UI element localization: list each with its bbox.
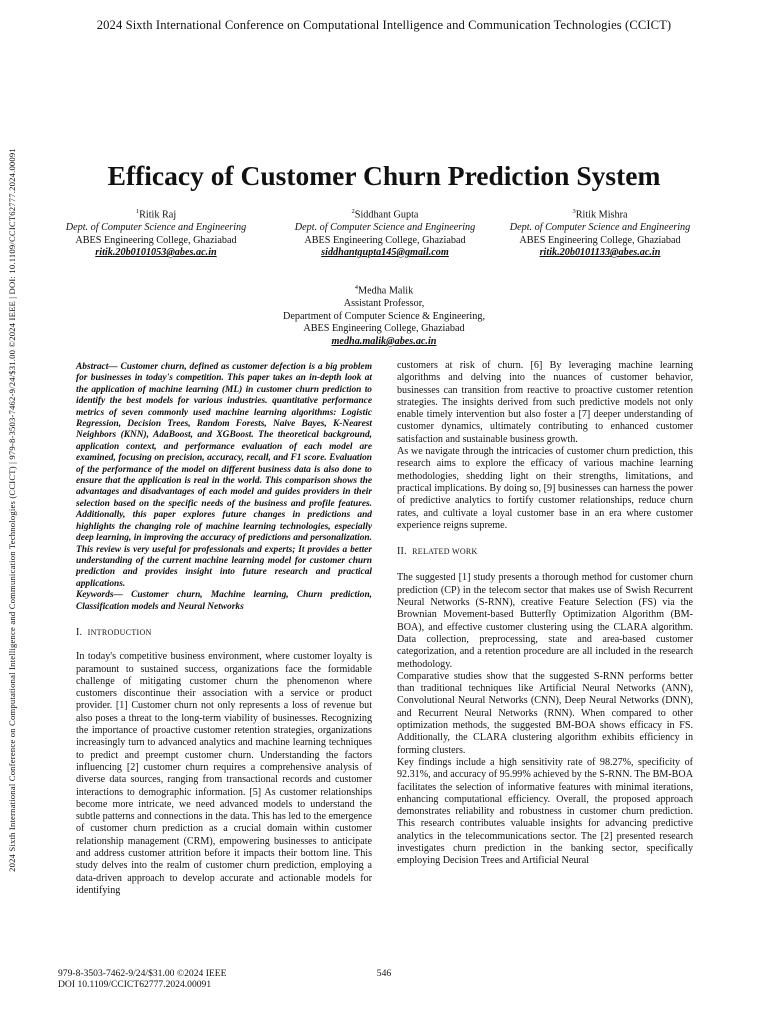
author-name: $^3$Ritik Mishra	[572, 208, 628, 221]
author-dept: Department of Computer Science & Engineering,	[283, 310, 485, 322]
related-paragraph-3: Key findings include a high sensitivity rate of 98.27%, specificity of 92.31%, and accuracy of 95.99% achieved by the S-RNN. The BM-BOA facilitates the selection of informative features with minimal iterations, enhancing computational efficiency. Overall, the proposed approach demonstrates reliability and robustness in customer churn prediction. This research contributes valuable insights for advancing predictive analytics in the telecommunications sector. The [2] presented research investigates churn prediction in the banking sector, specifically employing Decision Trees and Artificial Neural	[397, 756, 693, 867]
author-name: $^4$Medha Malik	[354, 284, 414, 297]
author-block-2	[265, 206, 505, 260]
author-email-link[interactable]: ritik.20b0101053@abes.ac.in	[95, 247, 217, 259]
author-name: $^1$Ritik Raj	[135, 208, 177, 221]
author-email-link[interactable]: ritik.20b0101133@abes.ac.in	[539, 247, 661, 259]
section-heading-related-work: II. RELATED WORK	[397, 546, 478, 558]
author-block-3	[480, 206, 720, 260]
author-block-1	[36, 206, 276, 260]
author-dept: Dept. of Computer Science and Engineering	[509, 221, 691, 233]
paper-title: Efficacy of Customer Churn Prediction System	[107, 160, 661, 191]
intro-paragraph-1: In today's competitive business environment, where customer loyalty is paramount to sustained success, organizations face the formidable challenge of mitigating customer churn the phenomenon where customers discontinue their association with a service or product provider. [1] Customer churn not only represents a loss of revenue but also poses a threat to the long-term viability of businesses. Recognizing the importance of proactive customer retention strategies, organizations increasingly turn to advanced analytics and machine learning techniques to predict and preempt customer churn. Understanding the factors influencing [2] customer churn requires a comprehensive analysis of diverse data sources, ranging from transactional records and customer interactions to demographic information. [5] As customer relationships become more intricate, we need advanced models to understand the subtle patterns and connections in the data. This has led to the emergence of customer churn prediction as a crucial domain within customer relationship management (CRM), empowering businesses to anticipate and address customer attrition before it impacts their bottom line. This study delves into the realm of customer churn prediction, employing a data-driven approach to develop accurate and actionable models for identifying	[76, 651, 372, 896]
related-paragraph-2: Comparative studies show that the suggested S-RNN performs better than traditional techniques like Artificial Neural Networks (ANN), Convolutional Neural Networks (CNN), Deep Neural Networks (DNN), and Recurrent Neural Networks (RNN). When compared to other optimization methods, the suggested BM-BOA shows efficacy in FS. Additionally, the CLARA clustering algorithm exhibits efficiency in forming clusters.	[397, 670, 693, 756]
side-citation-strip	[0, 0, 24, 1024]
author-name: $^2$Siddhant Gupta	[351, 208, 419, 221]
author-role: Assistant Professor,	[343, 297, 425, 309]
page-number: 546	[376, 968, 392, 979]
side-citation-text: 2024 Sixth International Conference on Computational Intelligence and Communication Technologies (CCICT) | 979-8-3503-7462-9/24/$31.00 ©2024 IEEE | DOI: 10.1109/CCICT62777.2024.00091	[7, 148, 17, 872]
author-college: ABES Engineering College, Ghaziabad	[75, 234, 237, 246]
footer-isbn: 979-8-3503-7462-9/24/$31.00 ©2024 IEEE	[58, 968, 227, 979]
intro-paragraph-2: customers at risk of churn. [6] By leveraging machine learning algorithms and delving into the nuances of customer behavior, businesses can transition from reactive to proactive customer retention strategies. The insights derived from such predictive models not only enable timely intervention but also foster a [7] deeper understanding of customer dynamics, ultimately contributing to enhanced customer satisfaction and sustainable business growth.	[397, 360, 693, 445]
right-column	[397, 360, 693, 868]
left-column	[76, 362, 372, 897]
author-dept: Dept. of Computer Science and Engineering	[294, 221, 476, 233]
conference-header: 2024 Sixth International Conference on Computational Intelligence and Communication Technologies (CCICT)	[96, 18, 672, 32]
author-college: ABES Engineering College, Ghaziabad	[304, 234, 466, 246]
author-college: ABES Engineering College, Ghaziabad	[303, 323, 465, 335]
author-block-4	[234, 282, 534, 348]
author-dept: Dept. of Computer Science and Engineering	[65, 221, 247, 233]
related-paragraph-1: The suggested [1] study presents a thorough method for customer churn prediction (CP) in the telecom sector that makes use of Swish Recurrent Neural Networks (S-RNN), creative Feature Selection (FS) via the Brownian Movement-based Butterfly Optimization Algorithm (BM-BOA), and effective customer clustering using the CLARA algorithm. Data collection, preprocessing, state and area-based customer categorization, and a retention procedure are all included in the research methodology.	[397, 572, 693, 670]
footer-doi: DOI 10.1109/CCICT62777.2024.00091	[58, 979, 212, 991]
intro-paragraph-3: As we navigate through the intricacies of customer churn prediction, this research aims to explore the efficacy of various machine learning methodologies, shedding light on their strengths, limitations, and practical implications. By doing so, [9] businesses can harness the power of predictive analytics to fortify customer relationships, reduce churn rates, and cultivate a loyal customer base in an era where customer experience reigns supreme.	[397, 446, 693, 531]
section-heading-introduction: I. INTRODUCTION	[76, 626, 152, 638]
author-email-link[interactable]: siddhantgupta145@gmail.com	[321, 247, 449, 259]
author-email-link[interactable]: medha.malik@abes.ac.in	[331, 335, 437, 347]
abstract: Abstract— Customer churn, defined as customer defection is a big problem for businesses in today's competition. This paper takes an in-depth look at the application of machine learning (ML) in customer churn prediction to identify the best models for various industries. quantitative performance metrics of seven commonly used machine learning algorithms: Logistic Regression, Decision Trees, Random Forests, Naive Bayes, K-Nearest Neighbors (KNN), AdaBoost, and XGBoost. The theoretical background, application context, and performance evaluation of each model are examined, focusing on precision, accuracy, recall, and F1 score. Evaluation of the performance of the model on different business data is also done to ensure that the application is real in the world. This comparison shows the advantages and disadvantages of each model and guides providers in their selection based on the specific needs of the business and profile features. Additionally, this paper explores future changes in predictions and highlights the changing role of machine learning technologies, especially deep learning, in improving the accuracy of predictions and personalization. This review is very useful for professionals and experts; It provides a better understanding of the current machine learning model for customer churn prediction and provides insight into future research and practical applications.	[76, 362, 372, 589]
author-college: ABES Engineering College, Ghaziabad	[519, 234, 681, 246]
keywords: Keywords— Customer churn, Machine learning, Churn prediction, Classification models and Neural Networks	[76, 590, 372, 612]
